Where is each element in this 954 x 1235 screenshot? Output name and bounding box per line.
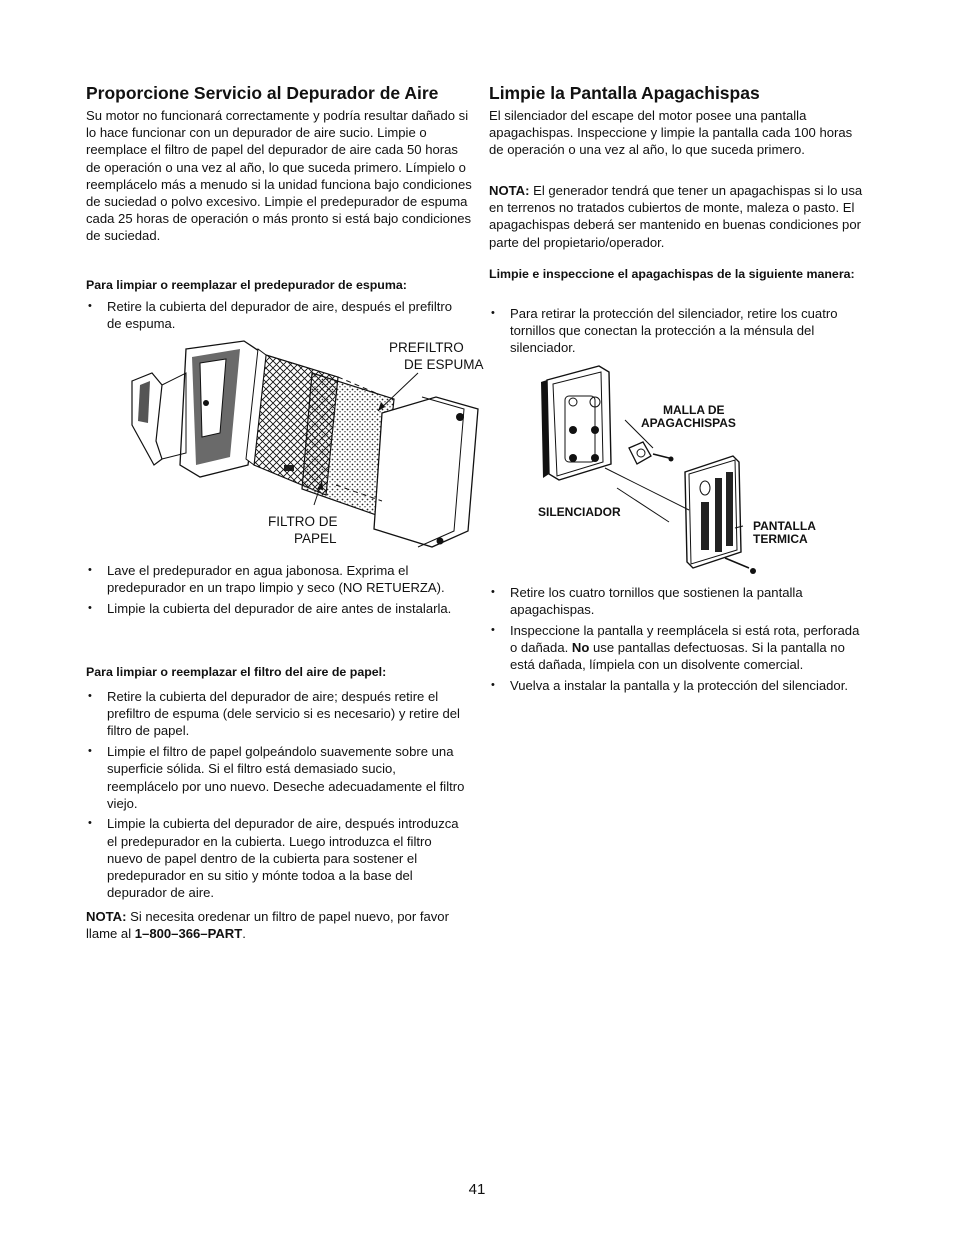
part-phone-number: 1–800–366–PART xyxy=(134,926,243,942)
list-item: • Limpie la cubierta del depurador de aire, después introduzca el predepurador en la cubierta. Luego introduzca el filtro nuevo de papel dentro de la cubierta para sostener el predepurador en su sitio y mónte todoa a la base del depurador de aire. xyxy=(86,815,466,901)
subheading-foam-precleaner: Para limpiar o reemplazar el predepurador de espuma: xyxy=(86,278,407,292)
list-item: • Retire la cubierta del depurador de aire, después el prefiltro de espuma. xyxy=(86,298,466,332)
page-number: 41 xyxy=(468,1181,486,1198)
subheading-paper-filter: Para limpiar o reemplazar el filtro del aire de papel: xyxy=(86,665,387,679)
section-title-air-cleaner: Proporcione Servicio al Depurador de Aire xyxy=(86,83,439,103)
note-label: NOTA: xyxy=(489,183,530,198)
inspect-text-a: Inspeccione la pantalla y reemplácela si está rota, perforada o dañada. xyxy=(510,622,860,656)
label-foam-prefilter-line1: PREFILTRO xyxy=(389,340,464,355)
foam-cleaning-list xyxy=(86,562,466,621)
spark-arrester-steps-list xyxy=(489,305,869,360)
label-spark-arrester-mesh-line2: APAGACHISPAS xyxy=(641,416,736,430)
inspect-text-c: use pantallas defectuosas. Si la pantalla no está dañada, límpiela con un disolvente comercial. xyxy=(510,640,845,673)
list-item: • Para retirar la protección del silenciador, retire los cuatro tornillos que conectan la protección a la ménsula del silenciador. xyxy=(489,305,869,357)
air-cleaner-intro: Su motor no funcionará correctamente y podría resultar dañado si lo hace funcionar con un depurador de aire sucio. Limpie o reemplace el filtro de papel del depurador de aire cada 50 horas de operación o una vez al año, lo que suceda primero. Límpielo o reemplácelo más a menudo si la unidad funciona bajo condiciones de suciedad o polvo excesivo. Limpie el predepurador de espuma cada 25 horas de operación o más pronto si está bajo condiciones de suciedad. xyxy=(86,108,472,244)
paper-filter-note xyxy=(86,908,458,942)
label-spark-arrester-mesh-line1: MALLA DE xyxy=(663,403,725,417)
label-paper-filter-line1: FILTRO DE xyxy=(268,514,338,529)
inspect-text-bold: No xyxy=(571,640,590,656)
label-foam-prefilter-line2: DE ESPUMA xyxy=(404,357,484,372)
spark-arrester-mesh xyxy=(629,442,674,464)
paper-filter-steps-list xyxy=(86,688,466,905)
list-item xyxy=(489,622,869,674)
foam-steps-list xyxy=(86,298,466,336)
list-item: • Vuelva a instalar la pantalla y la protección del silenciador. xyxy=(489,677,869,694)
label-heat-shield-line1: PANTALLA xyxy=(753,519,816,533)
air-cleaner-exploded-figure xyxy=(126,333,484,555)
list-item: • Lave el predepurador en agua jabonosa. Exprima el predepurador en un trapo limpio y seco (NO RETUERZA). xyxy=(86,562,466,596)
subheading-spark-arrester-steps: Limpie e inspeccione el apagachispas de la siguiente manera: xyxy=(489,267,855,281)
heat-shield xyxy=(685,456,756,574)
muffler xyxy=(541,366,611,480)
section-title-spark-arrester: Limpie la Pantalla Apagachispas xyxy=(489,83,760,103)
label-paper-filter-line2: PAPEL xyxy=(294,531,337,546)
list-item: • Retire los cuatro tornillos que sostienen la pantalla apagachispas. xyxy=(489,584,869,618)
note-label: NOTA: xyxy=(86,909,127,924)
spark-arrester-intro: El silenciador del escape del motor posee una pantalla apagachispas. Inspeccione y limpie la pantalla cada 100 horas de operación o una vez al año, lo que suceda primero. xyxy=(489,108,853,158)
muffler-spark-arrester-figure xyxy=(529,360,829,584)
note-text: El generador tendrá que tener un apagachispas si lo usa en terrenos no tratados cubiertos de monte, maleza o pasto. El apagachispas deberá ser mantenido en buenas condiciones por parte del propietario/operador. xyxy=(489,183,863,250)
list-item: • Limpie la cubierta del depurador de aire antes de instalarla. xyxy=(86,600,466,617)
label-muffler: SILENCIADOR xyxy=(538,505,621,519)
air-cleaner-cover xyxy=(374,397,478,547)
list-item: • Limpie el filtro de papel golpeándolo suavemente sobre una superficie sólida. Si el filtro está demasiado sucio, reemplácelo por uno nuevo. Deseche adecuadamente el filtro viejo. xyxy=(86,743,466,812)
note-end: . xyxy=(242,926,246,942)
spark-screen-steps-list xyxy=(489,584,869,698)
label-heat-shield-line2: TERMICA xyxy=(753,532,808,546)
note-text: Si necesita oredenar un filtro de papel nuevo, por favor llame al xyxy=(86,909,449,942)
list-item: • Retire la cubierta del depurador de aire; después retire el prefiltro de espuma (dele servicio si es necesario) y retire del filtro de papel. xyxy=(86,688,466,740)
spark-arrester-note xyxy=(489,182,875,251)
